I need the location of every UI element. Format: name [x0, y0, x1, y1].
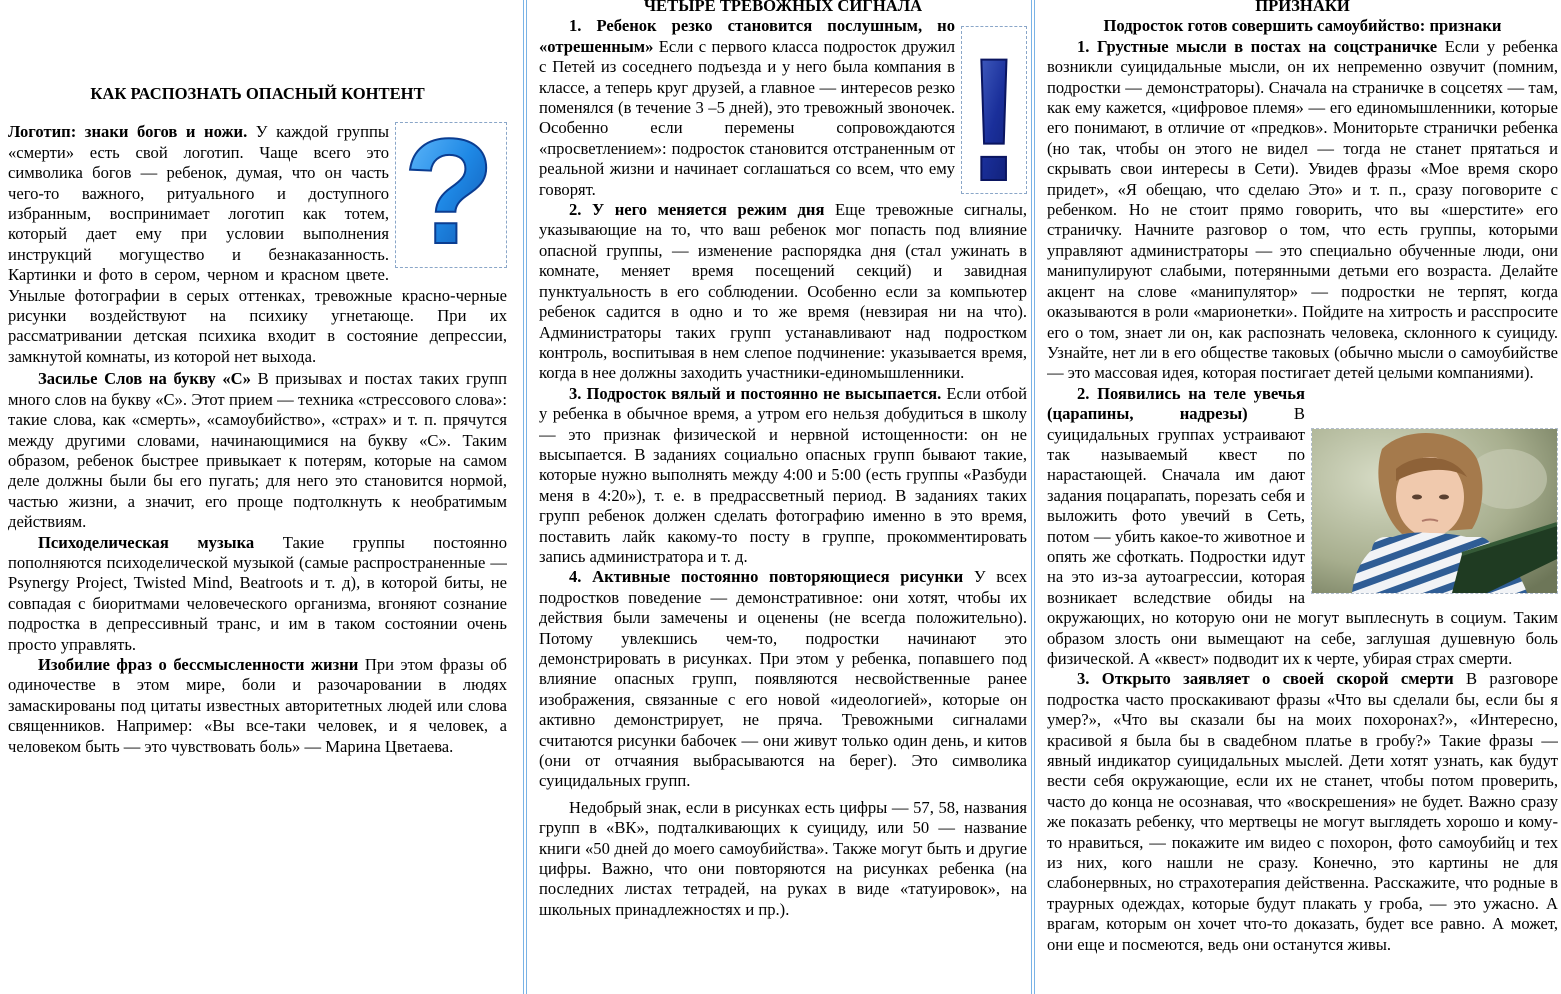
words-text: В призывах и постах таких групп много слов на букву «С». Этот прием — техника «стрессового слова»: такие слова, как «смерть», «самоубийство», «страх» и т. п. прячутся между другими словами, начинающимися на букву «С». Таким образом, ребенок быстрее привыкает к потерям, которые на самом деле должны были бы его пугать; для него это становится нормой, частью жизни, а значит, его проще подтолкнуть к необратимым действиям.: [8, 369, 507, 532]
question-mark-icon: [399, 125, 503, 265]
phrases-paragraph: [8, 655, 507, 757]
sign-1-paragraph: [1047, 37, 1558, 384]
column-divider: [1031, 0, 1035, 994]
music-text: Такие группы постоянно пополняются психоделической музыкой (самые распространенные — Psynergy Project, Twisted Mind, Beatroots и т. д), в которой биты, не совпадая с биоритмами человеческого организма, вгоняют сознание подростка в депрессивный транс, и им в таком состоянии очень просто управлять.: [8, 532, 507, 654]
signal-4-text: У всех подростков поведение — демонстративное: они хотят, чтобы их действия были замечены и оценены (не всегда положительно). Потому увлекшись чем-то, подростки начинают это демонстрировать в рисунках. При этом у ребенка, попавшего под влияние опасных групп, появляются несвойственные ранее изображения, связанные с его новой «идеологией», которые он активно демонстрирует, не пряча. Тревожными сигналами считаются рисунки бабочек — они живут только один день, и китов (они от отчаяния выбрасываются на берег). Это символика суицидальных групп.: [539, 567, 1027, 791]
phrases-heading: Изобилие фраз о бессмысленности жизни: [38, 654, 359, 674]
svg-text:!: !: [964, 30, 1024, 191]
signal-2-text: Еще тревожные сигналы, указывающие на то, что ваш ребенок мог попасть под влияние опасной группы, — изменение распорядка дня (стал ужинать в комнате, меняет время посещений секций) и завидная пунктуальность в его соблюдении. Особенно если за компьютер ребенок садится в одно и то же время (невзирая ни на что). Администраторы таких групп устанавливают над подростком контроль, воспитывая в нем слепое подчинение: указывается время, когда в нее должны заходить участники-единомышленники.: [539, 200, 1027, 383]
words-paragraph: [8, 369, 507, 532]
sad-girl-illustration: [1312, 429, 1557, 593]
signal-3-heading: 3. Подросток вялый и постоянно не высыпается.: [569, 383, 942, 403]
sign-3-text: В разговоре подростка часто проскакивают фразы «Что вы сделали бы, если бы я умер?», «Что вы сказали бы на моих похоронах?», «Интересно, красивой я была бы в свадебном платье в гробу?» Такие фразы — явный индикатор суицидальных мыслей. Дети хотят узнать, как будут вести себя окружающие, если их не станет, чтобы потом проверить, часто до конца не осознавая, что «воскрешения» не будет. Важно сразу же показать ребенку, что мертвецы не могут выглядеть хорошо и кому-то нравиться, — покажите им видео с похорон, фото самоубийц и тех из них, кого нашли не сразу. Конечно, это картины не для слабонервных, но страхотерапия действенна. Расскажите, что родные в траурных одеждах, которые будут плакать у гроба, — это ужасно. А врагам, которым он хочет что-то доказать, будет все равно. А может, они еще и посмеются, ведь они останутся живы.: [1047, 669, 1558, 954]
signal-1-paragraph: [539, 16, 1027, 200]
words-heading: Засилье Слов на букву «С»: [38, 369, 251, 389]
music-heading: Психоделическая музыка: [38, 532, 255, 552]
signal-2-heading: 2. У него меняется режим дня: [569, 200, 825, 220]
question-mark-image: [395, 122, 507, 268]
logo-text: У каждой группы «смерти» есть свой логотип. Чаще всего это символика богов — ребенок, думая, что он часть чего-то важного, ритуального и доступного избранным, воспринимает логотип как тотем, который дает ему при условии выполнения инструкций могущество и безнаказанность. Картинки и фото в сером, черном и красном цвете. Унылые фотографии в серых оттенках, тревожные красно-черные рисунки воздействуют на психику угнетающе. При их рассматривании детская психика входит в состояние депрессии, замкнутой комнаты, из которой нет выхода.: [8, 122, 507, 366]
signal-4-paragraph: [539, 567, 1027, 791]
signal-3-text: Если отбой у ребенка в обычное время, а утром его нельзя добудиться в школу — это признак физической и нервной истощенности: он не высыпается. В заданиях социально опасных групп бывают такие, которые нужно выполнять между 4:00 и 5:00 (есть группы «Разбуди меня в 4:20»), т. е. в предрассветный период. В заданиях таких групп ребенок должен сделать фотографию именно в это время, поставить лайк какому-то посту в группе, прокомментировать запись администратора и т. д.: [539, 383, 1027, 566]
music-paragraph: [8, 533, 507, 655]
sign-3-heading: 3. Открыто заявляет о своей скорой смерти: [1077, 669, 1454, 689]
sign-1-text: Если у ребенка возникли суицидальные мысли, он их непременно озвучит (помним, подростки — демонстраторы). Сначала на страничке в соцсетях — там, как ему кажется, «цифровое племя» — его единомышленники, которые его понимают, в отличие от «предков». Мониторьте странички ребенка (но так, чтобы он этого не видел — тогда не станет прятаться и скрывать свои интересы в Сети). Увидев фразы «Мое время скоро придет», «Я обещаю, что сделаю Это» и т. п., сразу поговорите с ребенком. Но не стоит прямо говорить, что вы «шерстите» его страничку. Начните разговор о том, что есть группы, которыми управляют администраторы — это специально обученные люди, они манипулируют слабыми, потерянными детьми его возраста. Делайте акцент на слове «манипулятор» — подростки не терпят, когда оказываются в роли «марионетки». Пойдите на хитрость и расспросите его о том, знает ли он, как распознать человека, склонного к суициду. Узнайте, нет ли в его обществе таковых (обычно мысли о самоубийстве — это массовая идея, которая постигает детей целыми компаниями).: [1047, 36, 1558, 383]
signal-4-heading: 4. Активные постоянно повторяющиеся рисунки: [569, 567, 964, 587]
phrases-text: При этом фразы об одиночестве в этом мире, боли и разочаровании в людях замаскированы под цитаты известных авторитетных людей или слова священников. Например: «Вы все-таки человек, и я человек, а человеком быть — это чувствовать боль» — Марина Цветаева.: [8, 654, 507, 756]
signal-2-paragraph: [539, 200, 1027, 384]
sign-2-text: В суицидальных группах устраивают так называемый квест по нарастающей. Сначала им дают задания поцарапать, порезать себя и выложить фото увечий в Сеть, потом — убить какое-то животное и опять же сфоткать. Подростки идут на это из-за аутоагрессии, которая возникает вследствие обиды на окружающих, но которую они не могут выплеснуть в социум. Таким образом злость они вымещают на себе, заглушая душевную боль физической. А «квест» подводит их к черте, убирая страх смерти.: [1047, 404, 1558, 668]
exclamation-mark-icon: [964, 30, 1024, 190]
svg-text:?: ?: [403, 125, 495, 266]
section-title: КАК РАСПОЗНАТЬ ОПАСНЫЙ КОНТЕНТ: [90, 84, 425, 103]
signal-1-text: Если с первого класса подросток дружил с Петей из соседнего подъезда и у него была компания в классе, а теперь круг друзей, а главное — интересов резко поменялся (в течение 3 –5 дней), это тревожный звоночек. Особенно если перемены сопровождаются «просветлением»: подросток становится отстраненным от реальной жизни и начинает соглашаться со всем, что ему говорят.: [539, 36, 955, 199]
sign-1-heading: 1. Грустные мысли в постах на соцстраничке: [1077, 36, 1438, 56]
signal-numbers-paragraph: Недобрый знак, если в рисунках есть цифры — 57, 58, названия групп в «ВК», подталкивающих к суициду, или 50 — название книги «50 дней до моего самоубийства». Также могут быть и другие цифры. Важно, что они повторяются на рисунках ребенка (на последних листах тетрадей, на руках в виде «татуировок», на школьных принадлежностях и пр.).: [539, 797, 1027, 919]
column-warning-signals: [539, 0, 1027, 994]
sign-2-block: [1047, 384, 1558, 670]
section-subtitle: Подросток готов совершить самоубийство: признаки: [1103, 16, 1502, 36]
column-signs: [1047, 0, 1558, 994]
sign-2-heading: 2. Появились на теле увечья (царапины, надрезы): [1047, 383, 1305, 424]
signal-1-heading: 1. Ребенок резко становится послушным, но «отрешенным»: [539, 16, 955, 56]
section-title: ЧЕТЫРЕ ТРЕВОЖНЫХ СИГНАЛА: [643, 0, 923, 15]
column-divider: [523, 0, 527, 994]
logo-heading: Логотип: знаки богов и ножи.: [8, 122, 248, 142]
section-title: ПРИЗНАКИ: [1255, 0, 1350, 15]
exclamation-mark-image: [961, 26, 1027, 194]
sad-girl-photo: [1311, 428, 1558, 594]
sign-3-paragraph: [1047, 669, 1558, 955]
signal-3-paragraph: [539, 384, 1027, 568]
column-dangerous-content: [8, 0, 507, 994]
